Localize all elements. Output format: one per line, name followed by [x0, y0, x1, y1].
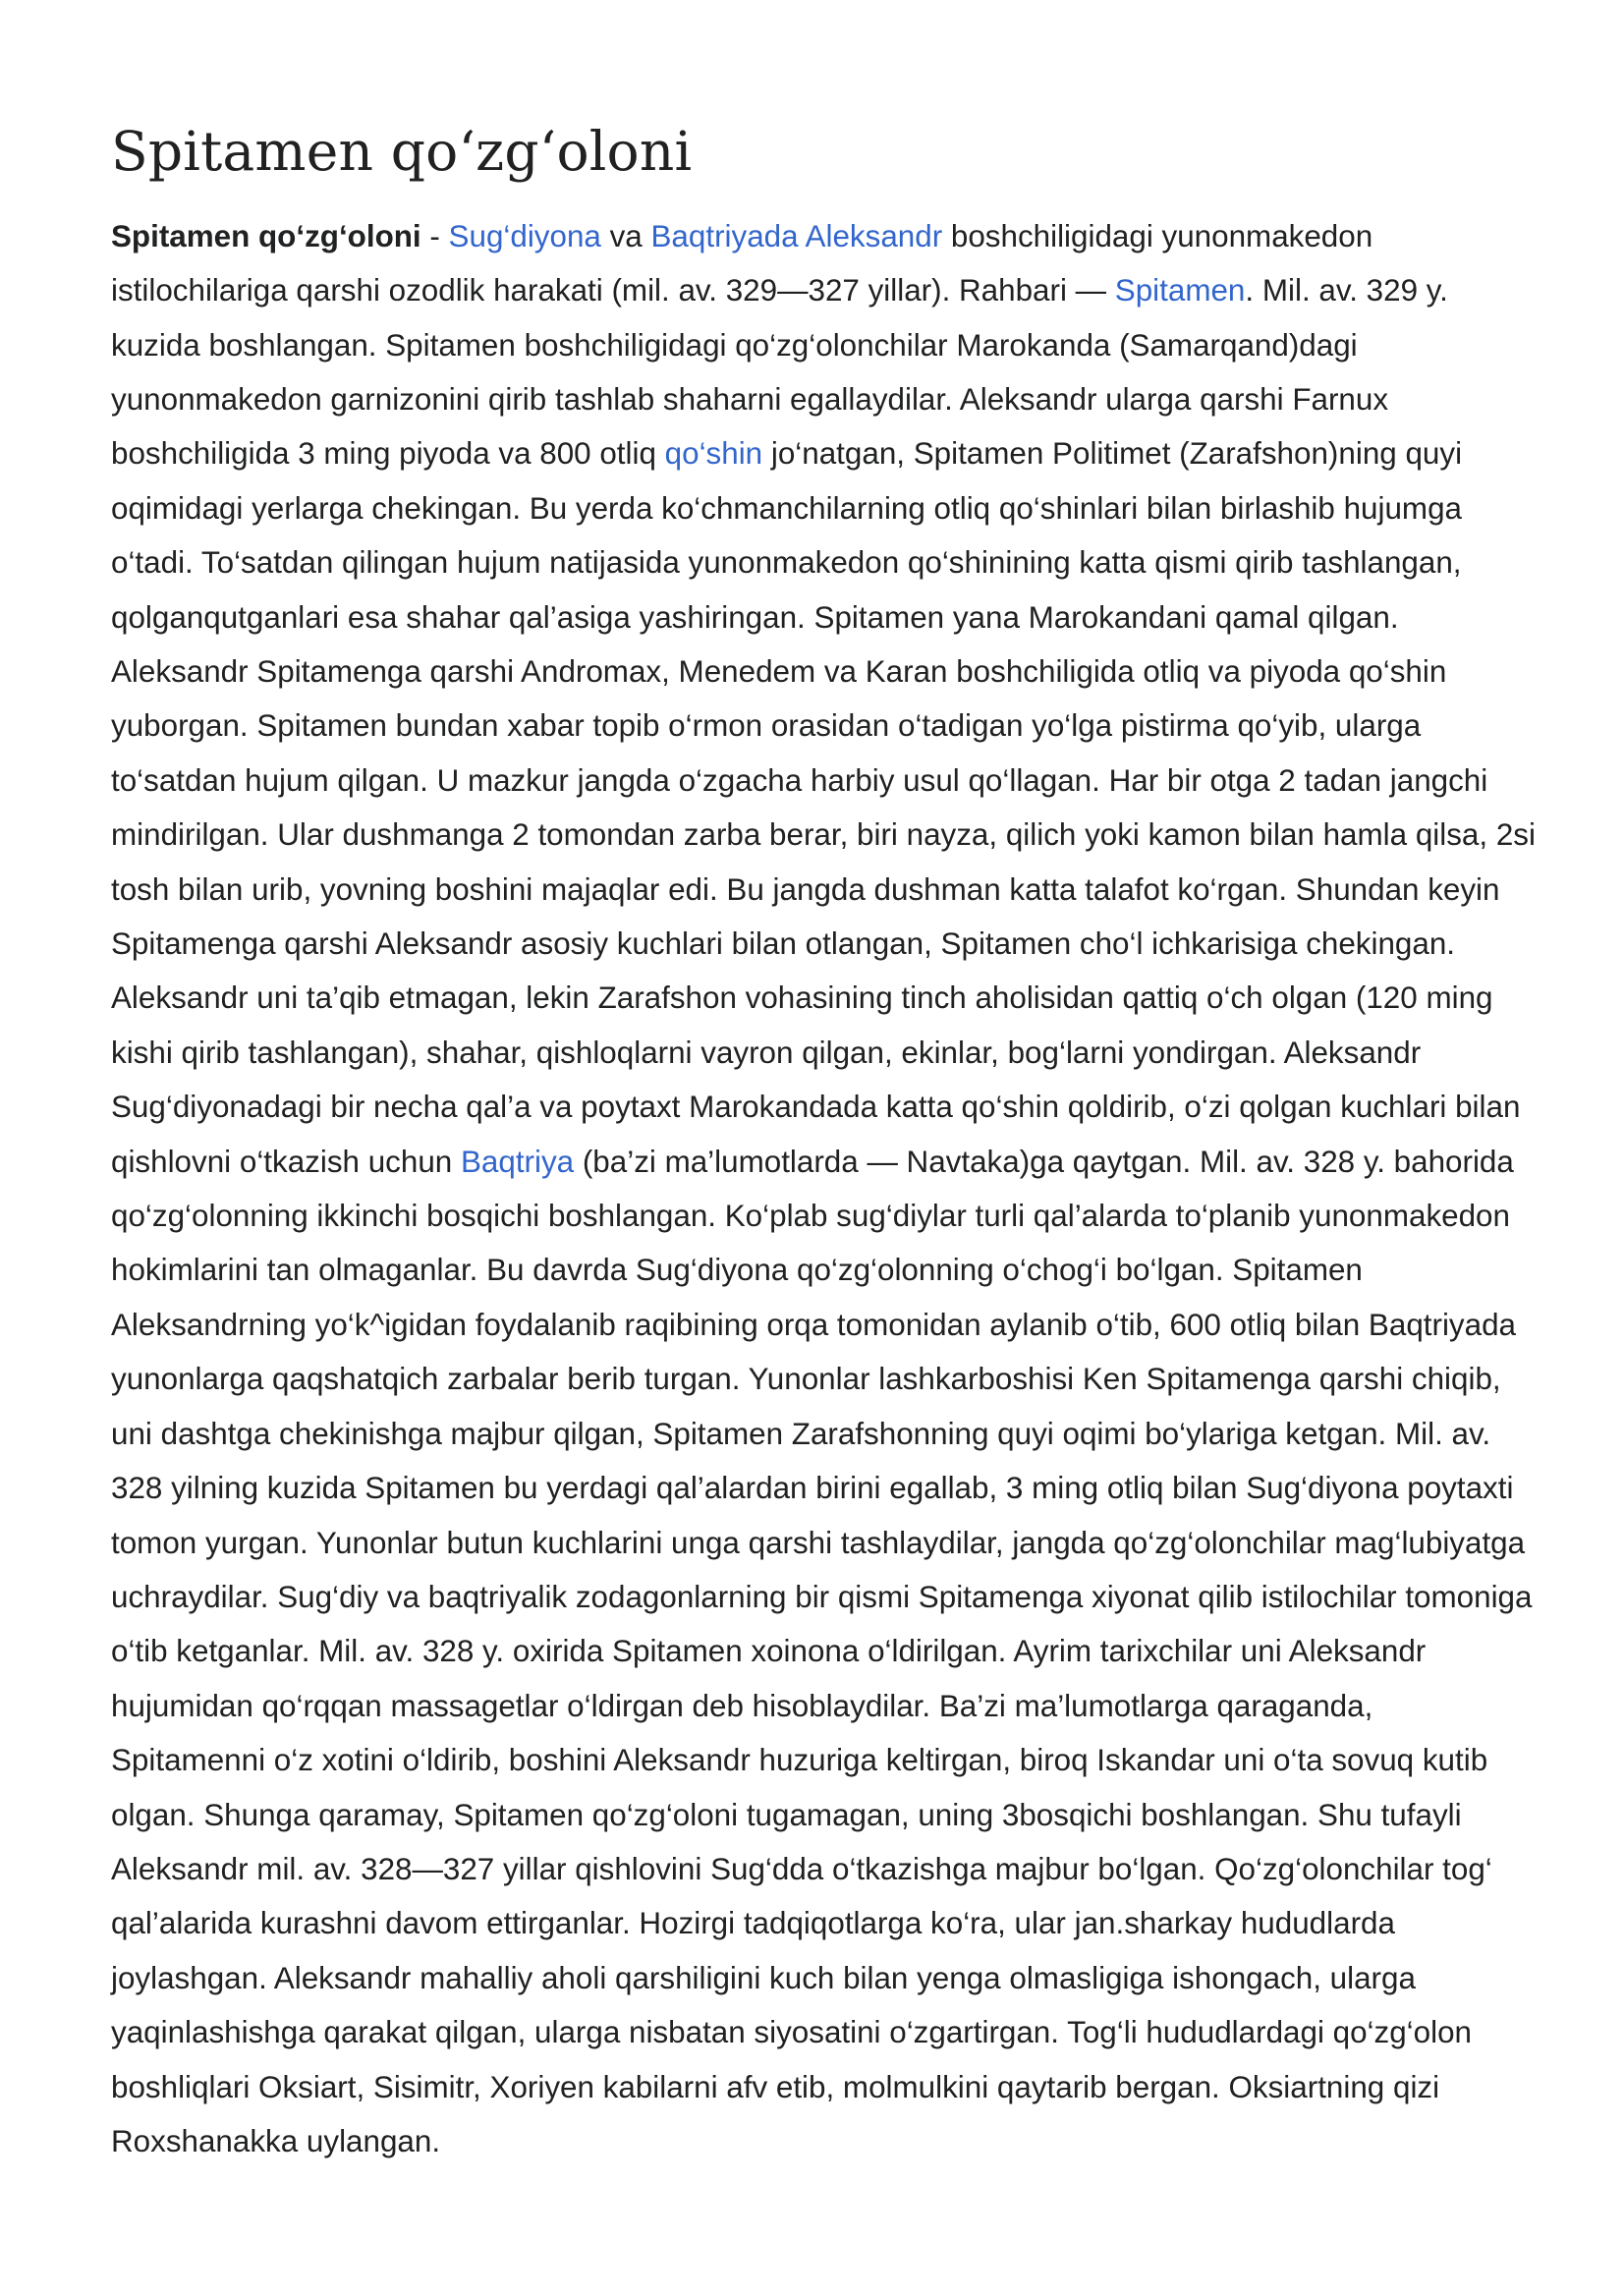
link-qoshin[interactable]: qo‘shin	[664, 436, 763, 472]
article-container	[111, 118, 1536, 2168]
text-run: . Mil. av. 329 y. kuzida boshlangan. Spitamen boshchiligidagi qo‘zg‘olonchilar Marokanda (Samarqand)dagi yunonmakedon garnizonini qirib tashlab shaharni egallaydilar. Aleksandr ularga qarshi Farnux boshchiligida 3 ming piyoda va 800 otliq	[111, 273, 1448, 472]
link-baqtriya[interactable]: Baqtriya	[460, 1144, 575, 1179]
text-run: jo‘natgan, Spitamen Politimet (Zarafshon)ning quyi oqimidagi yerlarga chekingan. Bu yerda ko‘chmanchilarning otliq qo‘shinlari bilan birlashib hujumga o‘tadi. To‘satdan qilingan hujum natijasida yunonmakedon qo‘shinining katta qismi qirib tashlangan, qolganqutganlari esa shahar qal’asiga yashiringan. Spitamen yana Marokandani qamal qilgan. Aleksandr Spitamenga qarshi Andromax, Menedem va Karan boshchiligida otliq va piyoda qo‘shin yuborgan. Spitamen bundan xabar topib o‘rmon orasidan o‘tadigan yo‘lga pistirma qo‘yib, ularga to‘satdan hujum qilgan. U mazkur jangda o‘zgacha harbiy usul qo‘llagan. Har bir otga 2 tadan jangchi mindirilgan. Ular dushmanga 2 tomondan zarba berar, biri nayza, qilich yoki kamon bilan hamla qilsa, 2si tosh bilan urib, yovning boshini majaqlar edi. Bu jangda dushman katta talafot ko‘rgan. Shundan keyin Spitamenga qarshi Aleksandr asosiy kuchlari bilan otlangan, Spitamen cho‘l ichkarisiga chekingan. Aleksandr uni ta’qib etmagan, lekin Zarafshon vohasining tinch aholisidan qattiq o‘ch olgan (120 ming kishi qirib tashlangan), shahar, qishloqlarni vayron qilgan, ekinlar, bog‘larni yondirgan. Aleksandr Sug‘diyonadagi bir necha qal’a va poytaxt Marokandada katta qo‘shin qoldirib, o‘zi qolgan kuchlari bilan qishlovni o‘tkazish uchun	[111, 436, 1536, 1179]
page-title: Spitamen qo‘zg‘oloni	[111, 120, 693, 183]
link-baqtriyada-aleksandr[interactable]: Baqtriyada Aleksandr	[650, 218, 943, 253]
article-body	[111, 209, 1536, 2169]
lead-term: Spitamen qo‘zg‘oloni	[111, 218, 421, 253]
text-run: (ba’zi ma’lumotlarda — Navtaka)ga qaytgan. Mil. av. 328 y. bahorida qo‘zg‘olonning ikkinchi bosqichi boshlangan. Ko‘plab sug‘diylar turli qal’alarda to‘planib yunonmakedon hokimlarini tan olmaganlar. Bu davrda Sug‘diyona qo‘zg‘olonning o‘chog‘i bo‘lgan. Spitamen Aleksandrning yo‘k^igidan foydalanib raqibining orqa tomonidan aylanib o‘tib, 600 otliq bilan Baqtriyada yunonlarga qaqshatqich zarbalar berib turgan. Yunonlar lashkarboshisi Ken Spitamenga qarshi chiqib, uni dashtga chekinishga majbur qilgan, Spitamen Zarafshonning quyi oqimi bo‘ylariga ketgan. Mil. av. 328 yilning kuzida Spitamen bu yerdagi qal’alardan birini egallab, 3 ming otliq bilan Sug‘diyona poytaxti tomon yurgan. Yunonlar butun kuchlarini unga qarshi tashlaydilar, jangda qo‘zg‘olonchilar mag‘lubiyatga uchraydilar. Sug‘diy va baqtriyalik zodagonlarning bir qismi Spitamenga xiyonat qilib istilochilar tomoniga o‘tib ketganlar. Mil. av. 328 y. oxirida Spitamen xoinona o‘ldirilgan. Ayrim tarixchilar uni Aleksandr hujumidan qo‘rqqan massagetlar o‘ldirgan deb hisoblaydilar. Ba’zi ma’lumotlarga qaraganda, Spitamenni o‘z xotini o‘ldirib, boshini Aleksandr huzuriga keltirgan, biroq Iskandar uni o‘ta sovuq kutib olgan. Shunga qaramay, Spitamen qo‘zg‘oloni tugamagan, uning 3bosqichi boshlangan. Shu tufayli Aleksandr mil. av. 328—327 yillar qishlovini Sug‘dda o‘tkazishga majbur bo‘lgan. Qo‘zg‘olonchilar tog‘ qal’alarida kurashni davom ettirganlar. Hozirgi tadqiqotlarga ko‘ra, ular jan.sharkay hududlarda joylashgan. Aleksandr mahalliy aholi qarshiligini kuch bilan yenga olmasligiga ishongach, ularga yaqinlashishga qarakat qilgan, ularga nisbatan siyosatini o‘zgartirgan. Tog‘li hududlardagi qo‘zg‘olon boshliqlari Oksiart, Sisimitr, Xoriyen kabilarni afv etib, molmulkini qaytarib bergan. Oksiartning qizi Roxshanakka uylangan.	[111, 1144, 1533, 2158]
link-sugdiyona[interactable]: Sug‘diyona	[448, 218, 601, 253]
text-run: va	[600, 218, 651, 253]
link-spitamen[interactable]: Spitamen	[1114, 273, 1246, 308]
text-run: boshchiligidagi yunonmakedon istilochilariga qarshi ozodlik harakati (mil. av. 329—327 yillar). Rahbari —	[111, 218, 1373, 308]
text-run: -	[420, 218, 449, 253]
